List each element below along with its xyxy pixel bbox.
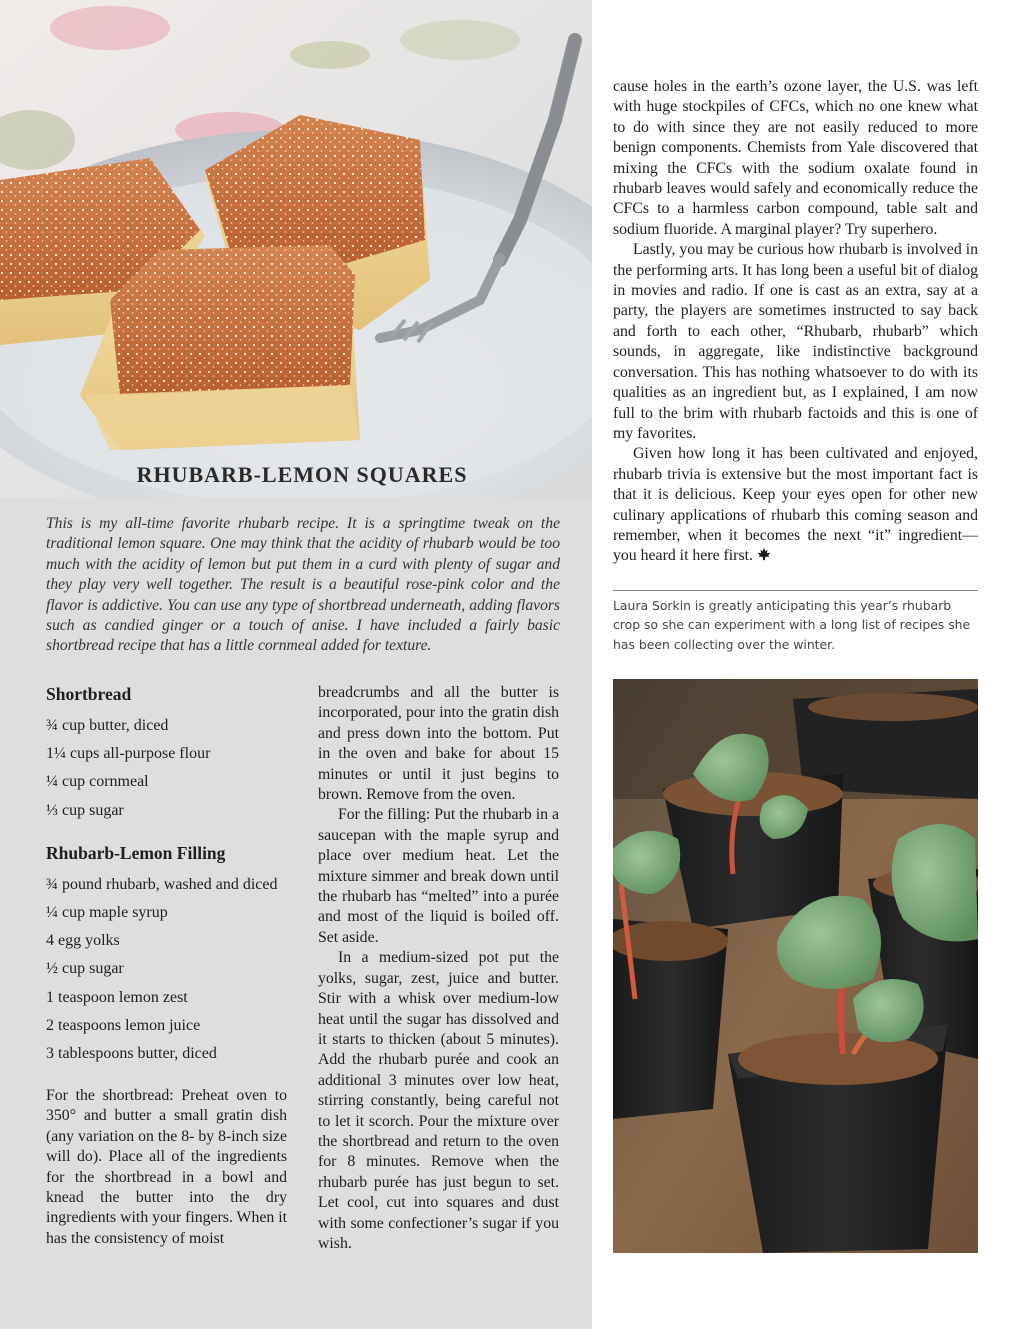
author-bio: Laura Sorkin is greatly anticipating this year’s rhubarb crop so she can experiment with a long list of recipes she has been collecting over the winter. xyxy=(613,598,971,652)
ingredient-item: ½ cup sugar xyxy=(46,960,124,978)
article-paragraph: Given how long it has been cultivated and enjoyed, rhubarb trivia is extensive but the most important fact is that it is delicious. Keep your eyes open for other new culinary applications of rhubarb this coming season and remember, when it becomes the next “it” ingredient—you heard it here first. xyxy=(613,445,978,565)
recipe-intro: This is my all-time favorite rhubarb recipe. It is a springtime tweak on the traditional lemon square. One may think that the acidity of rhubarb would be too much with the acidity of lemon but put them in a curd with plenty of sugar and they play very well together. The result is a beautiful rose-pink color and the flavor is addictive. You can use any type of shortbread underneath, adding flavors such as candied ginger or a touch of anise. I have included a fairly basic shortbread recipe that has a little cornmeal added for texture. xyxy=(46,515,560,655)
article-paragraph: cause holes in the earth’s ozone layer, the U.S. was left with huge stockpiles of CFCs, which no one knew what to do with since they are not easily reduced to more benign components. Chemists from Yale discovered that mixing the CFCs with the sodium oxalate found in rhubarb leaves would safely and economically reduce the CFCs to a harmless carbon compound, table salt and sodium fluoride. A marginal player? Try superhero. xyxy=(613,78,978,238)
method-column xyxy=(318,683,559,1254)
ingredient-item: 3 tablespoons butter, diced xyxy=(46,1044,217,1062)
ingredient-item: ⅓ cup sugar xyxy=(46,801,124,819)
rhubarb-seedlings-photo xyxy=(613,679,978,1253)
method-paragraph: In a medium-sized pot put the yolks, sugar, zest, juice and butter. Stir with a whisk over medium-low heat until the sugar has dissolved and it starts to thicken (about 5 minutes). Add the rhubarb purée and cook an additional 3 minutes over low heat, stirring constantly, being careful not to let it scorch. Pour the mixture over the shortbread and return to the oven for 8 minutes. Remove when the rhubarb purée has just begun to set. Let cool, cut into squares and dust with some confectioner’s sugar if you wish. xyxy=(318,949,559,1252)
shortbread-heading: Shortbread xyxy=(46,684,132,704)
method-shortbread xyxy=(46,1086,287,1249)
divider xyxy=(613,590,978,591)
method-paragraph: breadcrumbs and all the butter is incorporated, pour into the gratin dish and press down into the bottom. Put in the oven and bake for about 15 minutes or until it just begins to brown. Remove from the oven. xyxy=(318,684,559,804)
ingredient-list xyxy=(46,682,296,1068)
article-paragraph: Lastly, you may be curious how rhubarb is involved in the performing arts. It has long been a useful bit of dialog in movies and radio. If one is cast as an extra, say at a party, the players are sometimes instructed to say back and forth to each other, “Rhubarb, rhubarb” which sounds, in aggregate, like indistinctive background conversation. This has nothing whatsoever to do with its qualities as an ingredient but, as I explained, I am now full to the brim with rhubarb factoids and this is one of my favorites. xyxy=(613,241,978,442)
ingredient-item: ¼ cup cornmeal xyxy=(46,773,149,791)
ingredient-item: 1¼ cups all-purpose flour xyxy=(46,745,211,763)
ingredient-item: ¾ pound rhubarb, washed and diced xyxy=(46,875,278,893)
recipe-photo xyxy=(0,0,592,498)
recipe-title: RHUBARB-LEMON SQUARES xyxy=(136,462,468,487)
ingredient-item: ¼ cup maple syrup xyxy=(46,903,168,921)
maple-leaf-icon xyxy=(757,547,771,561)
filling-heading: Rhubarb-Lemon Filling xyxy=(46,842,226,863)
ingredient-item: 1 teaspoon lemon zest xyxy=(46,988,188,1006)
ingredient-item: 2 teaspoons lemon juice xyxy=(46,1016,201,1034)
ingredient-item: 4 egg yolks xyxy=(46,932,120,950)
method-paragraph: For the filling: Put the rhubarb in a saucepan with the maple syrup and place over medium heat. Let the mixture simmer and break down until the rhubarb has “melted” into a purée and most of the liquid is boiled off. Set aside. xyxy=(318,806,559,946)
ingredient-item: ¾ cup butter, diced xyxy=(46,717,169,734)
article-column xyxy=(613,77,978,567)
method-paragraph: For the shortbread: Preheat oven to 350° and butter a small gratin dish (any variation on the 8- by 8-inch size will do). Place all of the ingredients for the shortbread in a bowl and knead the butter into the dry ingredients with your fingers. When it has the consistency of moist xyxy=(46,1087,288,1247)
